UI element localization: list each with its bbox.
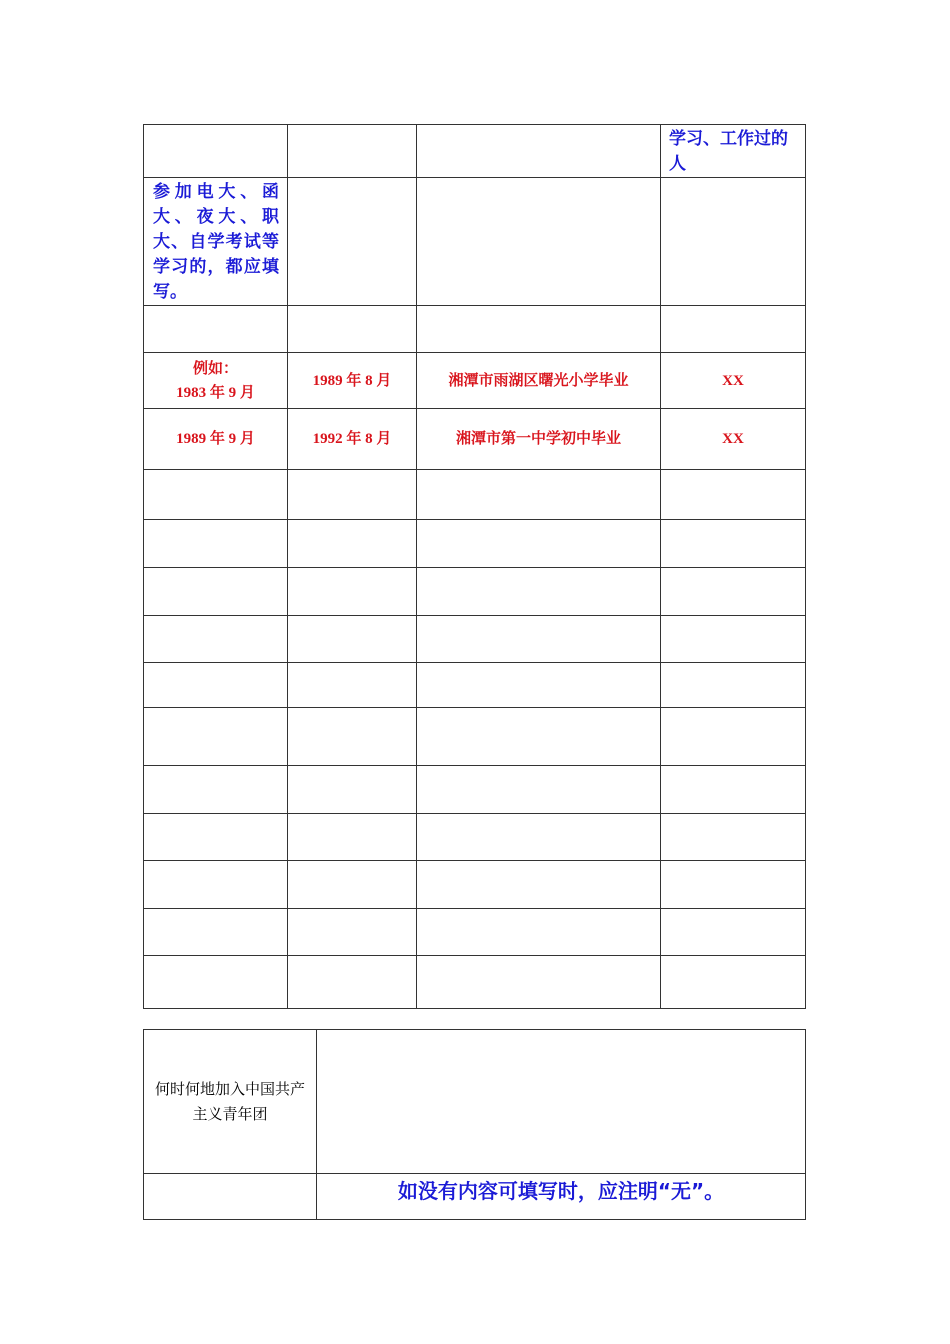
example-start-value: 1983 年 9 月 bbox=[176, 384, 255, 401]
table-cell[interactable] bbox=[417, 956, 661, 1009]
table-cell[interactable] bbox=[288, 616, 417, 663]
table-row bbox=[144, 306, 806, 353]
table-row bbox=[144, 470, 806, 520]
table-cell[interactable] bbox=[144, 663, 288, 708]
table-cell[interactable] bbox=[661, 663, 806, 708]
table-row bbox=[144, 663, 806, 708]
history-table bbox=[143, 124, 806, 1009]
table-cell[interactable] bbox=[144, 814, 288, 861]
table-row bbox=[144, 766, 806, 814]
table-cell[interactable] bbox=[661, 616, 806, 663]
league-join-field[interactable] bbox=[317, 1030, 806, 1174]
table-cell[interactable] bbox=[144, 861, 288, 909]
table-cell[interactable] bbox=[144, 708, 288, 766]
table-cell[interactable] bbox=[288, 708, 417, 766]
table-cell[interactable] bbox=[288, 178, 417, 306]
table-cell[interactable] bbox=[661, 178, 806, 306]
table-cell[interactable] bbox=[661, 470, 806, 520]
table-cell[interactable] bbox=[417, 616, 661, 663]
table-row bbox=[144, 520, 806, 568]
example-start-date bbox=[144, 353, 288, 409]
table-cell[interactable] bbox=[288, 814, 417, 861]
table-cell[interactable] bbox=[144, 616, 288, 663]
table-row bbox=[144, 1030, 806, 1174]
table-cell[interactable] bbox=[144, 125, 288, 178]
table-cell[interactable] bbox=[417, 861, 661, 909]
league-join-label: 何时何地加入中国共产主义青年团 bbox=[144, 1030, 317, 1174]
table-cell[interactable] bbox=[144, 520, 288, 568]
example-place: 湘潭市第一中学初中毕业 bbox=[417, 409, 661, 470]
table-cell[interactable] bbox=[417, 909, 661, 956]
table-cell[interactable] bbox=[417, 470, 661, 520]
table-cell[interactable] bbox=[661, 814, 806, 861]
table-cell[interactable] bbox=[661, 520, 806, 568]
table-cell[interactable] bbox=[144, 568, 288, 616]
table-cell[interactable] bbox=[417, 125, 661, 178]
note-witness-column: 学习、工作过的人 bbox=[661, 125, 806, 178]
table-cell[interactable] bbox=[417, 766, 661, 814]
table-row bbox=[144, 616, 806, 663]
table-cell[interactable] bbox=[288, 956, 417, 1009]
table-row bbox=[144, 708, 806, 766]
table-cell[interactable] bbox=[661, 306, 806, 353]
table-cell[interactable] bbox=[417, 178, 661, 306]
table-cell[interactable] bbox=[288, 125, 417, 178]
table-row bbox=[144, 568, 806, 616]
table-cell[interactable] bbox=[288, 909, 417, 956]
table-cell[interactable] bbox=[144, 956, 288, 1009]
example-start-date: 1989 年 9 月 bbox=[144, 409, 288, 470]
note-study-instructions: 参加电大、函大、夜大、职大、自学考试等学习的，都应填写。 bbox=[144, 178, 288, 306]
example-end-date: 1992 年 8 月 bbox=[288, 409, 417, 470]
table-cell[interactable] bbox=[144, 1174, 317, 1220]
table-cell[interactable] bbox=[661, 909, 806, 956]
table-cell[interactable] bbox=[144, 909, 288, 956]
fill-none-note: 如没有内容可填写时，应注明“无”。 bbox=[317, 1174, 806, 1220]
table-cell[interactable] bbox=[661, 956, 806, 1009]
table-cell[interactable] bbox=[288, 861, 417, 909]
table-cell[interactable] bbox=[417, 708, 661, 766]
table-cell[interactable] bbox=[417, 568, 661, 616]
table-row bbox=[144, 909, 806, 956]
table-cell[interactable] bbox=[661, 708, 806, 766]
example-witness: XX bbox=[661, 353, 806, 409]
table-row bbox=[144, 814, 806, 861]
table-cell[interactable] bbox=[288, 766, 417, 814]
table-row bbox=[144, 861, 806, 909]
table-cell[interactable] bbox=[288, 663, 417, 708]
example-end-date: 1989 年 8 月 bbox=[288, 353, 417, 409]
example-row bbox=[144, 353, 806, 409]
table-cell[interactable] bbox=[417, 306, 661, 353]
table-cell[interactable] bbox=[417, 520, 661, 568]
table-cell[interactable] bbox=[144, 470, 288, 520]
table-cell[interactable] bbox=[661, 766, 806, 814]
table-cell[interactable] bbox=[417, 814, 661, 861]
table-cell[interactable] bbox=[144, 766, 288, 814]
example-witness: XX bbox=[661, 409, 806, 470]
table-cell[interactable] bbox=[288, 520, 417, 568]
table-cell[interactable] bbox=[417, 663, 661, 708]
table-cell[interactable] bbox=[288, 306, 417, 353]
league-table bbox=[143, 1029, 806, 1220]
table-row bbox=[144, 956, 806, 1009]
table-cell[interactable] bbox=[144, 306, 288, 353]
example-row bbox=[144, 409, 806, 470]
example-place: 湘潭市雨湖区曙光小学毕业 bbox=[417, 353, 661, 409]
table-row bbox=[144, 125, 806, 178]
example-prefix: 例如： bbox=[192, 360, 238, 377]
table-row bbox=[144, 1174, 806, 1220]
table-cell[interactable] bbox=[288, 470, 417, 520]
table-cell[interactable] bbox=[288, 568, 417, 616]
table-cell[interactable] bbox=[661, 861, 806, 909]
table-row bbox=[144, 178, 806, 306]
table-cell[interactable] bbox=[661, 568, 806, 616]
